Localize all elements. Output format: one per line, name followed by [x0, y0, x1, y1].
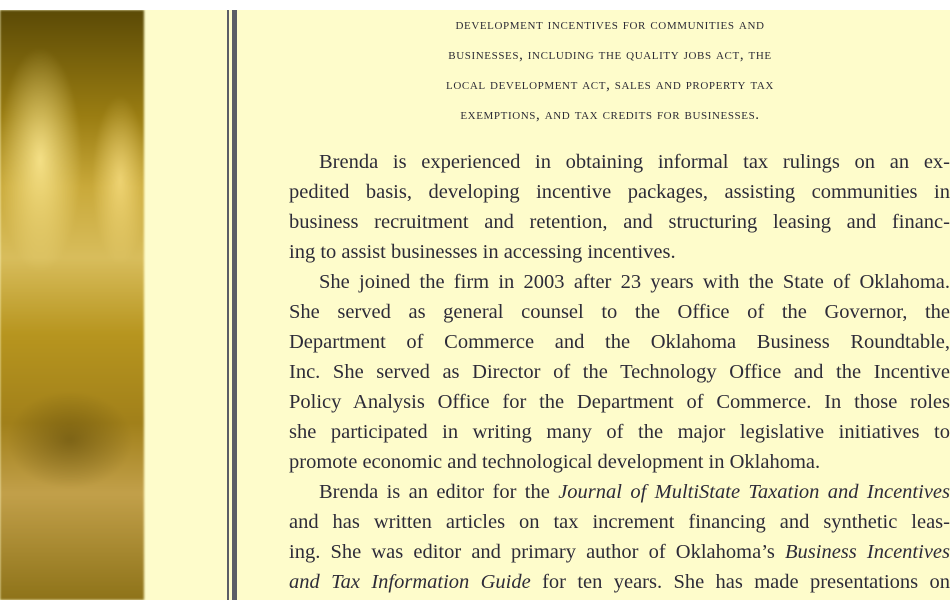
paragraph-3-line — [289, 567, 950, 597]
paragraph-1-line: ing to assist businesses in accessing incentives. — [289, 241, 676, 263]
paragraph-2-line: She joined the firm in 2003 after 23 years with the State of Oklahoma. — [319, 271, 950, 293]
paragraph-3-line: and has written articles on tax increment financing and synthetic leas- — [289, 511, 950, 533]
caption-line: businesses, including the quality jobs act, the — [448, 47, 772, 63]
body-text — [289, 147, 950, 597]
paragraph-2-line: Inc. She served as Director of the Technology Office and the Incentive — [289, 361, 950, 383]
caption-line: development incentives for communities and — [455, 17, 765, 33]
caption-line: local development act, sales and property tax — [446, 77, 774, 93]
divider-thin-rule — [227, 10, 229, 600]
paragraph-2-line: she participated in writing many of the major legislative initiatives to — [289, 421, 950, 443]
divider-thick-rule — [232, 10, 237, 600]
paragraph-1-line: business recruitment and retention, and structuring leasing and financ- — [289, 211, 950, 233]
paragraph-2-line: promote economic and technological development in Oklahoma. — [289, 451, 821, 473]
caption-line: exemptions, and tax credits for businesses. — [460, 107, 760, 123]
guide-title: and Tax Information Guide — [289, 571, 531, 593]
paragraph-1-line: Brenda is experienced in obtaining informal tax rulings on an ex- — [319, 151, 950, 173]
paragraph-3-line — [289, 477, 950, 507]
paragraph-2-line: Policy Analysis Office for the Department of Commerce. In those roles — [289, 391, 950, 413]
capitol-dome-photo — [0, 10, 144, 600]
paragraph-2-line: Department of Commerce and the Oklahoma Business Roundtable, — [289, 331, 950, 353]
journal-title: Journal of MultiState Taxation and Incentives — [558, 481, 950, 503]
paragraph-3-text: Brenda is an editor for the — [319, 481, 559, 503]
paragraph-2-line: She served as general counsel to the Office of the Governor, the — [289, 301, 950, 323]
document-page — [0, 10, 950, 600]
paragraph-1-line: pedited basis, developing incentive packages, assisting communities in — [289, 181, 950, 203]
paragraph-3-text: for ten years. She has made presentations on — [530, 571, 950, 593]
guide-title: Business Incentives — [785, 541, 950, 563]
pull-quote-caption — [360, 10, 860, 130]
paragraph-3-line — [289, 537, 950, 567]
paragraph-3-text: ing. She was editor and primary author of Oklahoma’s — [289, 541, 786, 563]
